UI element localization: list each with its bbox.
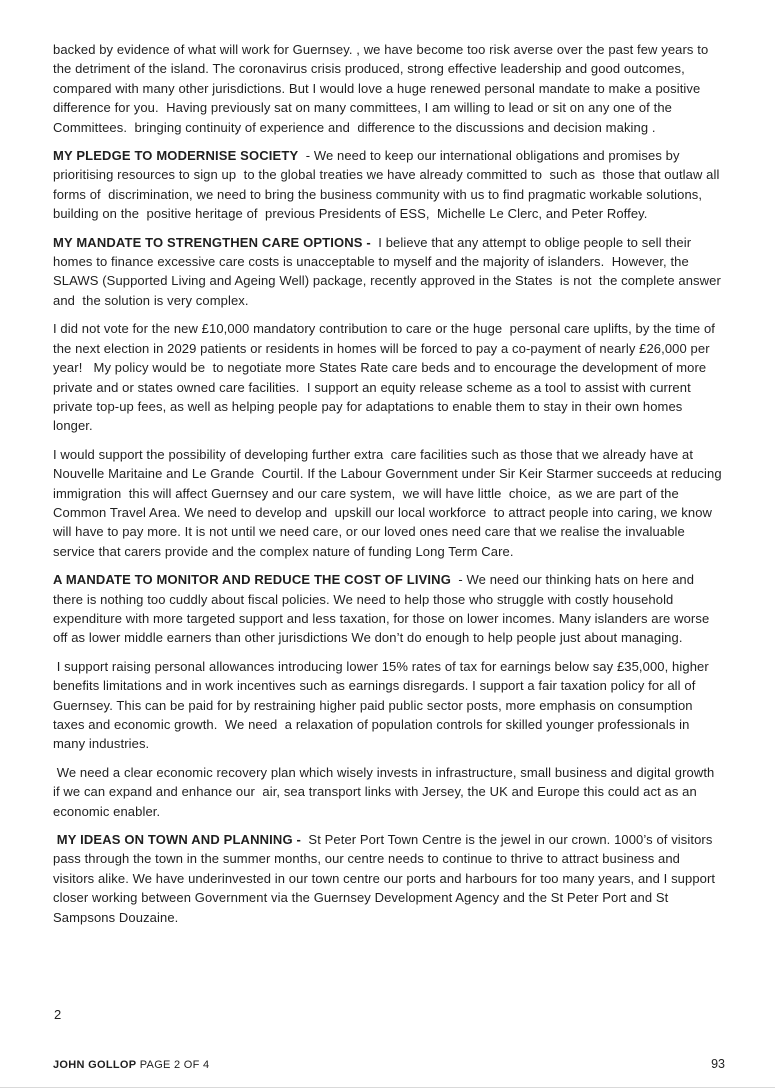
- paragraph: [53, 570, 723, 648]
- paragraph: [53, 40, 723, 137]
- paragraph-text: I believe that any attempt to oblige people to sell their homes to finance excessive care costs is unacceptable to myself and the majority of islanders. However, the SLAWS (Supported Living and Ageing Well) package, recently approved in the States is not the complete answer and the solution is very complex.: [53, 234, 725, 308]
- section-heading: MY PLEDGE TO MODERNISE SOCIETY: [53, 148, 299, 164]
- paragraph: [53, 445, 730, 561]
- section-heading: A MANDATE TO MONITOR AND REDUCE THE COST OF LIVING: [53, 572, 451, 588]
- paragraph: [53, 830, 723, 927]
- paragraph-text: St Peter Port Town Centre is the jewel in our crown. 1000’s of visitors pass through the town in the summer months, our centre needs to continue to thrive to attract business and visitors alike. We have underinvested in our town centre our ports and harbours for too many years, and I support closer working between Government via the Guernsey Development Agency and the St Peter Port and St Sampsons Douzaine.: [53, 832, 719, 925]
- paragraph-text: I did not vote for the new £10,000 mandatory contribution to care or the huge personal care uplifts, by the time of the next election in 2029 patients or residents in homes will be forced to pay a co-payment of nearly £26,000 per year! My policy would be to negotiate more States Rate care beds and to encourage the development of more private and or states owned care facilities. I support an equity release scheme as a tool to assist with current private top-up fees, as well as helping people pay for adaptations to enable them to stay in their own homes longer.: [53, 321, 719, 434]
- paragraph-text: backed by evidence of what will work for Guernsey. , we have become too risk averse over the past few years to the detriment of the island. The coronavirus crisis produced, strong effective leadership and good outcomes, compared with many other jurisdictions. But I would love a huge renewed personal mandate to make a positive difference for you. Having previously sat on many committees, I am willing to lead or sit on any one of the Committees. bringing continuity of experience and difference to the discussions and decision making .: [53, 42, 713, 135]
- manifesto-body: [53, 40, 730, 936]
- paragraph: [53, 319, 723, 435]
- section-heading: MY IDEAS ON TOWN AND PLANNING -: [53, 832, 305, 848]
- footer-folio: 93: [711, 1057, 725, 1071]
- paragraph: [53, 657, 723, 754]
- paragraph-text: I would support the possibility of developing further extra care facilities such as those that we already have at Nouvelle Maritaine and Le Grande Courtil. If the Labour Government under Sir Keir Starmer succeeds at reducing immigration this will affect Guernsey and our care system, we will have little choice, as we are part of the Common Travel Area. We need to develop and upskill our local workforce to attract people into caring, we know will have to pay more. It is not until we need care, or our loved ones need care that we realise the invaluable service that carers provide and the complex nature of funding Long Term Care.: [53, 446, 730, 559]
- page-number: 2: [54, 1007, 62, 1022]
- paragraph-text: - We need to keep our international obligations and promises by prioritising resources to sign up to the global treaties we have already committed to such as those that outlaw all forms of discrimination, we need to bring the business community with us to find pragmatic workable solutions, building on the positive heritage of previous Presidents of ESS, Michelle Le Clerc, and Peter Roffey.: [53, 148, 724, 222]
- paragraph-text: We need a clear economic recovery plan which wisely invests in infrastructure, small business and digital growth if we can expand and enhance our air, sea transport links with Jersey, the UK and Europe this could act as an economic enabler.: [53, 764, 719, 819]
- footer-candidate: [53, 1059, 209, 1071]
- page-footer: [53, 1057, 725, 1071]
- paragraph: [53, 763, 723, 821]
- paragraph-text: I support raising personal allowances introducing lower 15% rates of tax for earnings below say £35,000, higher benefits limitations and in work incentives such as earnings disregards. I support a fair taxation policy for all of Guernsey. This can be paid for by restraining higher paid public sector posts, more emphasis on consumption taxes and economic growth. We need a relaxation of population controls for skilled younger professionals in many industries.: [53, 658, 713, 752]
- section-heading: MY MANDATE TO STRENGTHEN CARE OPTIONS -: [53, 234, 371, 250]
- footer-page-label: PAGE 2 OF 4: [136, 1059, 210, 1071]
- candidate-name: JOHN GOLLOP: [53, 1059, 137, 1071]
- paragraph: [53, 233, 723, 311]
- bottom-divider: [0, 1087, 775, 1088]
- paragraph: [53, 146, 723, 224]
- paragraph-text: - We need our thinking hats on here and there is nothing too cuddly about fiscal policies. We need to help those who struggle with costly household expenditure with more targeted support and less taxation, for those on lower incomes. Many islanders are worse off as lower middle earners than other jurisdictions We don’t do enough to help people just about managing.: [53, 572, 713, 646]
